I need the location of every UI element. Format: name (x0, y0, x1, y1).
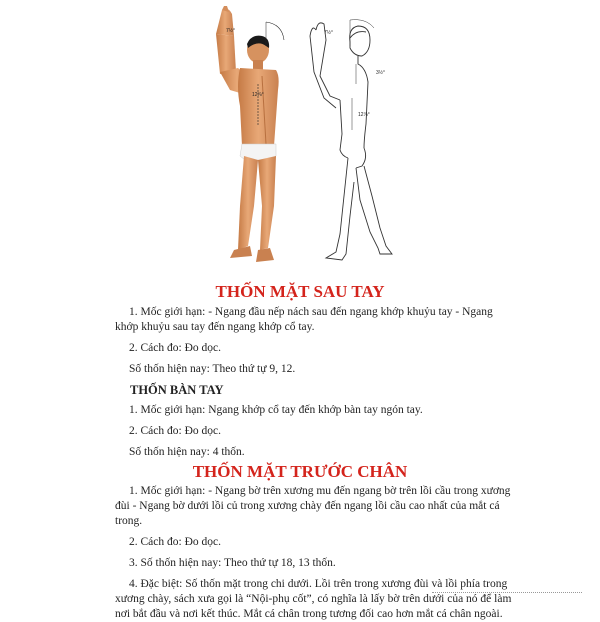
page-edge-divider (432, 592, 582, 594)
hand-count: Số thốn hiện nay: 4 thốn. (129, 446, 245, 458)
line-drawing-figure (296, 16, 412, 268)
back-arm-method: 2. Cách đo: Đo dọc. (129, 342, 221, 354)
front-leg-method: 2. Cách đo: Đo dọc. (129, 536, 221, 548)
man-photo-illustration (196, 6, 300, 264)
back-arm-landmarks: 1. Mốc giới hạn: - Ngang đầu nếp nách sau đến ngang khớp khuỷu tay - Ngang khớp khuỷu sau tay đến ngang khớp cổ tay. (115, 306, 493, 333)
illustration-area (0, 0, 600, 280)
front-leg-landmarks: 1. Mốc giới hạn: - Ngang bờ trên xương mu đến ngang bờ trên lồi cầu trong xương đùi - Ngang bờ dưới lồi củ trong xương chày đến ngang lồi cầu cao nhất của mắt cá trong. (115, 485, 511, 527)
section-title-hand: THỐN BÀN TAY (130, 383, 224, 397)
hand-landmarks: 1. Mốc giới hạn: Ngang khớp cổ tay đến khớp bàn tay ngón tay. (129, 404, 423, 416)
hand-method: 2. Cách đo: Đo dọc. (129, 425, 221, 437)
back-arm-count: Số thốn hiện nay: Theo thứ tự 9, 12. (129, 363, 296, 375)
photo-measure-label: 12⅞° (252, 92, 264, 98)
front-leg-special-note: 4. Đặc biệt: Số thốn mặt trong chi dưới. Lồi trên trong xương đùi và lồi phía trong xương chày, sách xưa gọi là “Nội-phụ cốt”, có nghĩa là lấy bờ trên dưới của nó để làm nơi bắt đầu và nơi kết thúc. Mắt cá chân trong tương đối cao hơn mắt cá chân ngoài. (115, 578, 512, 620)
photo-angle-label: 7½° (226, 28, 235, 34)
front-leg-count: 3. Số thốn hiện nay: Theo thứ tự 18, 13 thốn. (129, 557, 336, 569)
section-title-front-leg: THỐN MẶT TRƯỚC CHÂN (192, 462, 408, 481)
man-outline-illustration (296, 16, 412, 268)
drawing-angle-label: 7½° (324, 30, 333, 36)
photo-figure (196, 6, 300, 264)
drawing-measure-top-label: 3½° (376, 70, 385, 76)
drawing-measure-mid-label: 12⅞° (358, 112, 370, 118)
document-body (0, 280, 600, 622)
section-title-back-arm: THỐN MẶT SAU TAY (215, 282, 385, 301)
